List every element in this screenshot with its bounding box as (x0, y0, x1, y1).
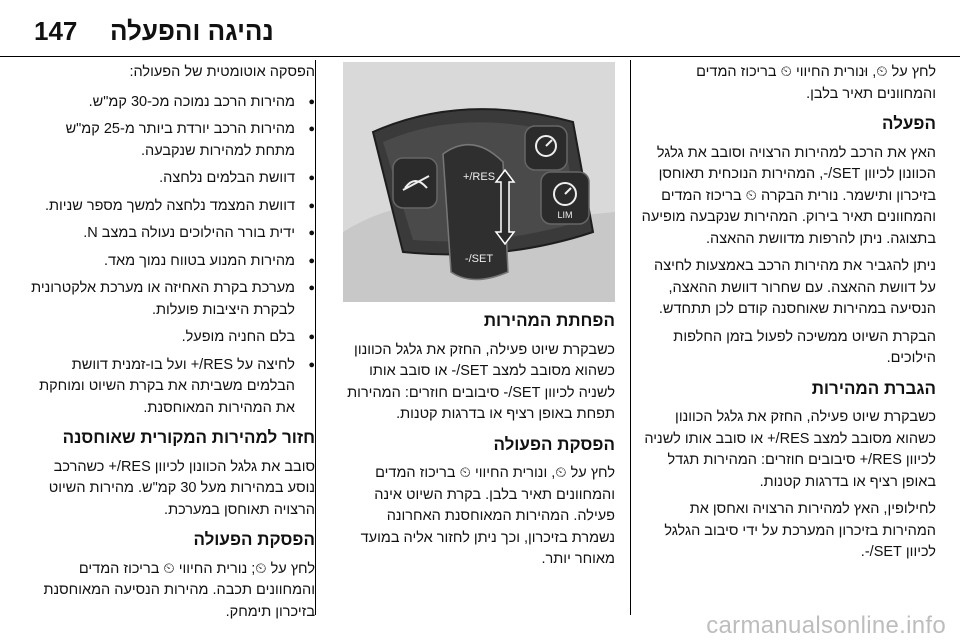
section-heading-resume-speed: חזור למהירות המקורית שאוחסנה (62, 428, 315, 447)
paragraph: סובב את גלגל הכוונון לכיוון RES/+ כשהרכב נוסע במהירות מעל 30 קמ"ש. מהירות השיוט הרצויה תאוחסן במערכת. (48, 458, 315, 518)
list-item: ● דוושת הבלמים נלחצה. (24, 168, 315, 190)
list-item: ● בלם החניה מופעל. (24, 327, 315, 349)
list-item: ● ידית בורר ההילוכים נעולה במצב N. (24, 223, 315, 245)
list-item: ● מערכת בקרת האחיזה או מערכת אלקטרונית לבקרת היציבות פועלות. (24, 278, 315, 321)
column-divider (630, 60, 631, 615)
column-divider (315, 60, 316, 615)
list-item: ● מהירות הרכב יורדת ביותר מ-25 קמ"ש מתחת למהירות שנקבעה. (24, 119, 315, 162)
paragraph: הבקרת השיוט ממשיכה לפעול בזמן החלפות הילוכים. (673, 328, 936, 366)
section-heading-activation: הפעלה (882, 114, 936, 133)
section-heading-auto-stop: הפסקה אוטומטית של הפעולה: (129, 64, 315, 80)
paragraph: האץ את הרכב למהירות הרצויה וסובב את גלגל הכוונון לכיוון SET/-, המהירות הנוכחית תאוחסן בזיכרון ותישמר. נורית הבקרה ⏲ בריכוז המדים והמחוונים תאיר בירוק. המהירות שנקבעה מופיעה בתצוגה. ניתן להרפות מדוושת ההאצה. (641, 144, 936, 247)
cruise-button (525, 126, 567, 170)
list-item: ● לחיצה על RES/+ ועל בו-זמנית דוושת הבלמים משביתה את בקרת השיוט ומוחקת את המהירות המאוחסנת. (24, 355, 315, 420)
list-item: ● מהירות המנוע בטווח נמוך מאד. (24, 251, 315, 273)
lim-label: LIM (557, 210, 573, 220)
paragraph: לחץ על ⏲; נורית החיווי ⏲ בריכוז המדים והמחוונים תכבה. מהירות הנסיעה המאוחסנת בזיכרון תימחק. (43, 560, 315, 620)
header-divider (0, 56, 960, 57)
page-title: נהיגה והפעלה (110, 16, 274, 46)
paragraph: כשבקרת שיוט פעילה, החזק את גלגל הכוונון כשהוא מסובב למצב SET/- או סובב אותו לשניה לכיוון SET/- סיבובים חוזרים: המהירות תפחת באופן רציף או בדרגות קטנות. (347, 341, 615, 422)
paragraph: כשבקרת שיוט פעילה, החזק את גלגל הכוונון כשהוא מסובב למצב RES/+ או סובב אותו לשניה לכיוון RES/+ סיבובים חוזרים: המהירות תגדל באופן רציף או בדרגות קטנות. (644, 409, 936, 490)
res-label: RES/+ (462, 171, 496, 183)
section-heading-increase-speed: הגברת המהירות (811, 378, 936, 398)
auto-stop-list (24, 92, 315, 420)
set-label: SET/- (464, 253, 494, 265)
steering-wheel-svg (343, 62, 615, 302)
page-header (0, 0, 960, 52)
middle-column (343, 62, 615, 577)
section-heading-decrease-speed: הפחתת המהירות (483, 311, 615, 330)
section-heading-deactivation: הפסקת הפעולה (193, 530, 315, 549)
steering-wheel-controls-illustration (343, 62, 615, 302)
paragraph: לחילופין, האץ למהירות הרצויה ואחסן את המהירות בזיכרון המערכת על ידי סיבוב הגלגל לכיוון SET/-. (664, 501, 936, 560)
list-item: ● דוושת המצמד נלחצה למשך מספר שניות. (24, 196, 315, 218)
paragraph: לחץ על ⏲, ונורית החיווי ⏲ בריכוז המדים והמחוונים תאיר בלבן. בקרת השיוט אינה פעילה. המהירות המאוחסנת האחרונה נשמרת בזיכרון, וכך ניתן לחזור אליה במועד מאוחר יותר. (360, 465, 615, 567)
left-column (24, 62, 315, 629)
page-number: 147 (34, 16, 78, 46)
intro-paragraph: לחץ על ⏲, וּנורית החיווי ⏲ בריכוז המדים והמחוונים תאיר בלבן. (696, 64, 936, 102)
section-heading-deactivation: הפסקת הפעולה (493, 434, 615, 454)
list-item: ● מהירות הרכב נמוכה מכ-30 קמ"ש. (24, 92, 315, 114)
watermark: carmanualsonline.info (706, 612, 946, 639)
right-column (636, 62, 936, 570)
paragraph: ניתן להגביר את מהירות הרכב באמצעות לחיצה על דוושת ההאצה. עם שחרור דוושת ההאצה, הנסיעה במהירות שאוחסנה קודם לכן תתחדש. (654, 258, 936, 317)
